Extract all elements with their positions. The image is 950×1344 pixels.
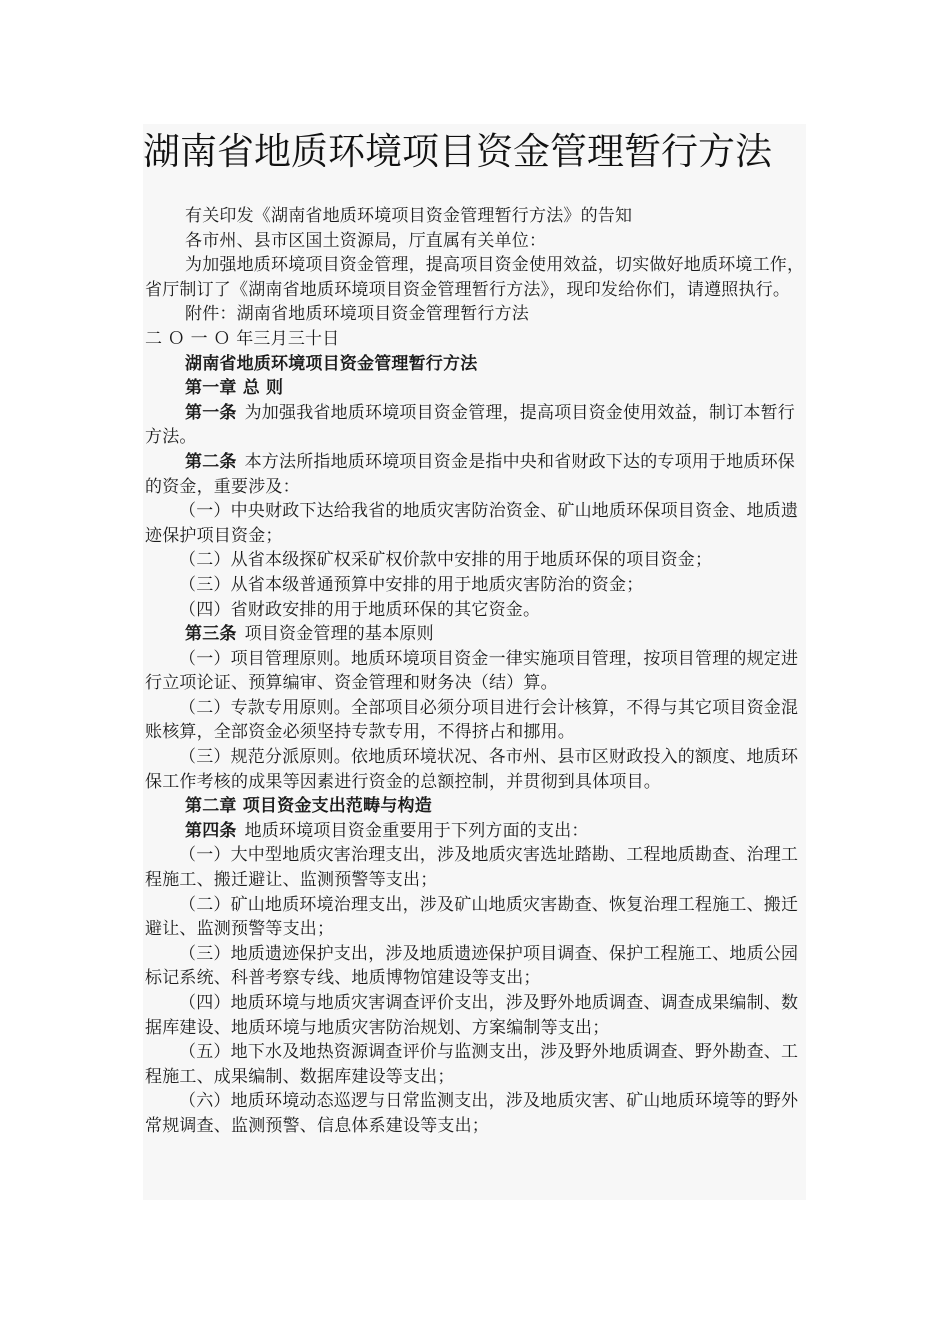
notice-addressee: 各市州、县市区国土资源局，厅直属有关单位： — [185, 230, 547, 251]
article-2-item-2: （二）从省本级探矿权采矿权价款中安排的用于地质环保的项目资金； — [179, 550, 713, 571]
article-4-item-6: （六）地质环境动态巡逻与日常监测支出，涉及地质灾害、矿山地质环境等的野外常规调查、监测预警、信息体系建设等支出； — [145, 1091, 799, 1136]
article-4-text: 地质环境项目资金重要用于下列方面的支出： — [244, 820, 589, 841]
chapter2-title: 第二章 项目资金支出范畴与构造 — [185, 796, 432, 817]
article-4-item-5: （五）地下水及地热资源调查评价与监测支出，涉及野外地质调查、野外勘查、工程施工、成果编制、数据库建设等支出； — [145, 1042, 799, 1087]
article-2-item-3: （三）从省本级普通预算中安排的用于地质灾害防治的资金； — [179, 574, 644, 595]
article-4-lead: 第四条 — [185, 820, 237, 841]
method-title: 湖南省地质环境项目资金管理暂行方法 — [185, 353, 478, 374]
notice-attachment: 附件：湖南省地质环境项目资金管理暂行方法 — [185, 304, 529, 325]
article-3-item-3: （三）规范分派原则。依地质环境状况、各市州、县市区财政投入的额度、地质环保工作考核的成果等因素进行资金的总额控制，并贯彻到具体项目。 — [145, 747, 799, 792]
article-2-item-1: （一）中央财政下达给我省的地质灾害防治资金、矿山地质环保项目资金、地质遗迹保护项目资金； — [145, 501, 799, 546]
article-1-text: 为加强我省地质环境项目资金管理，提高项目资金使用效益，制订本暂行方法。 — [145, 402, 796, 448]
article-2-item-4: （四）省财政安排的用于地质环保的其它资金。 — [179, 599, 541, 620]
notice-date: 二 Ｏ 一 Ｏ 年三月三十日 — [145, 328, 340, 349]
article-4-item-1: （一）大中型地质灾害治理支出，涉及地质灾害选址踏勘、工程地质勘查、治理工程施工、搬迁避让、监测预警等支出； — [145, 845, 799, 891]
article-3 — [145, 622, 808, 647]
article-4-item-3: （三）地质遗迹保护支出，涉及地质遗迹保护项目调查、保护工程施工、地质公园标记系统、科普考察专线、地质博物馆建设等支出； — [145, 943, 799, 989]
article-3-item-1: （一）项目管理原则。地质环境项目资金一律实施项目管理，按项目管理的规定进行立项论证、预算编审、资金管理和财务决（结）算。 — [145, 648, 799, 694]
article-1-lead: 第一条 — [185, 402, 237, 423]
article-3-lead: 第三条 — [185, 624, 237, 645]
article-3-text: 项目资金管理的基本原则 — [244, 624, 434, 645]
notice-body: 为加强地质环境项目资金管理，提高项目资金使用效益，切实做好地质环境工作，省厅制订了《湖南省地质环境项目资金管理暂行方法》，现印发给你们，请遵照执行。 — [145, 255, 805, 300]
chapter1-title: 第一章 总 则 — [185, 378, 284, 399]
article-4-item-4: （四）地质环境与地质灾害调查评价支出，涉及野外地质调查、调查成果编制、数据库建设、地质环境与地质灾害防治规划、方案编制等支出； — [145, 993, 799, 1038]
article-2 — [145, 450, 808, 499]
article-3-item-2: （二）专款专用原则。全部项目必须分项目进行会计核算，不得与其它项目资金混账核算，全部资金必须坚持专款专用，不得挤占和挪用。 — [145, 697, 799, 743]
article-4 — [145, 819, 808, 844]
document-body — [145, 204, 808, 1139]
document-title: 湖南省地质环境项目资金管理暂行方法 — [143, 130, 772, 173]
article-2-text: 本方法所指地质环境项目资金是指中央和省财政下达的专项用于地质环保的资金，重要涉及： — [145, 451, 796, 497]
article-2-lead: 第二条 — [185, 451, 237, 472]
notice-heading: 有关印发《湖南省地质环境项目资金管理暂行方法》的告知 — [185, 206, 633, 226]
article-4-item-2: （二）矿山地质环境治理支出，涉及矿山地质灾害勘查、恢复治理工程施工、搬迁避让、监测预警等支出； — [145, 894, 799, 940]
article-1 — [145, 401, 808, 450]
